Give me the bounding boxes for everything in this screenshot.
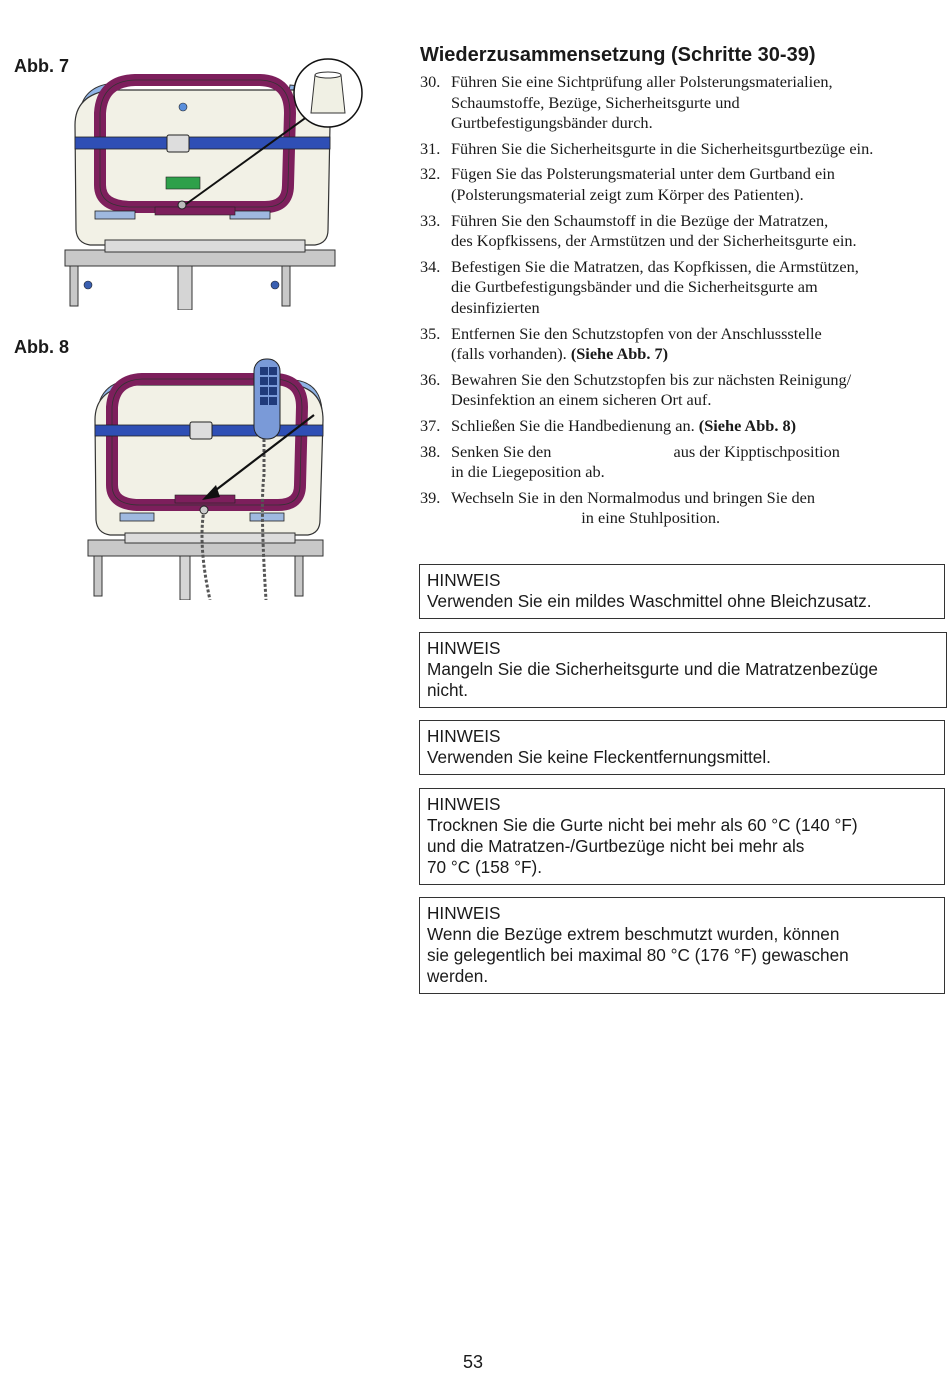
notice-title: HINWEIS [427,794,501,814]
notice-title: HINWEIS [427,638,501,658]
notice-box [419,632,947,708]
step-text: Befestigen Sie die Matratzen, das Kopfkissen, die Armstützen, [451,256,859,276]
step-text: Führen Sie die Sicherheitsgurte in die Sicherheitsgurtbezüge ein. [451,138,874,158]
step-item [420,257,946,319]
notice-title: HINWEIS [427,903,501,923]
step-number: 38. [420,441,441,461]
step-text: in eine Stuhlposition. [451,508,721,528]
notice-box [419,720,945,775]
step-text: (falls vorhanden). [451,344,571,364]
notice-text: Verwenden Sie ein mildes Waschmittel ohne Bleichzusatz. [427,591,872,611]
step-item [420,488,946,529]
notice-text: nicht. [427,680,469,700]
figure-7-label: Abb. 7 [14,56,70,76]
notice-text: Trocknen Sie die Gurte nicht bei mehr als 60 °C (140 °F) [427,815,858,835]
step-text: Fügen Sie das Polsterungsmaterial unter dem Gurtband ein [451,164,835,184]
step-text: Entfernen Sie den Schutzstopfen von der Anschlussstelle [451,323,822,343]
section-heading: Wiederzusammensetzung (Schritte 30-39) [420,44,816,66]
step-number: 34. [420,256,441,276]
notice-text: werden. [427,966,489,986]
notice-title: HINWEIS [427,570,501,590]
step-item [420,416,946,437]
step-item [420,72,946,134]
figure-7-illustration [60,55,370,310]
step-text: in die Liegeposition ab. [451,462,605,482]
step-text: desinfizierten [451,297,540,317]
step-text [451,416,946,437]
notice-text: 70 °C (158 °F). [427,857,543,877]
step-text: Schaumstoffe, Bezüge, Sicherheitsgurte und [451,92,740,112]
step-item [420,324,946,365]
step-item [420,139,946,160]
notice-box [419,788,945,885]
notice-text: Mangeln Sie die Sicherheitsgurte und die Matratzenbezüge [427,659,878,679]
step-text: (Polsterungsmaterial zeigt zum Körper des Patienten). [451,184,804,204]
step-text: Desinfektion an einem sicheren Ort auf. [451,390,712,410]
step-number: 33. [420,210,441,230]
notice-title: HINWEIS [427,726,501,746]
step-text: Wechseln Sie in den Normalmodus und bringen Sie den [451,487,816,507]
step-number: 30. [420,72,441,91]
notice-text: Verwenden Sie keine Fleckentfernungsmittel. [427,747,771,767]
notice-text: sie gelegentlich bei maximal 80 °C (176 °F) gewaschen [427,945,849,965]
step-item [420,370,946,411]
step-number: 39. [420,487,441,507]
step-text: des Kopfkissens, der Armstützen und der Sicherheitsgurte ein. [451,231,857,251]
step-text: Führen Sie den Schaumstoff in die Bezüge der Matratzen, [451,210,829,230]
figure-8-label: Abb. 8 [14,337,70,357]
step-text [451,344,946,365]
step-text: Gurtbefestigungsbänder durch. [451,113,653,133]
figure-reference: (Siehe Abb. 8) [698,415,797,435]
figure-reference: (Siehe Abb. 7) [570,344,669,364]
step-number: 36. [420,369,441,389]
notice-text: und die Matratzen-/Gurtbezüge nicht bei mehr als [427,836,805,856]
step-item [420,211,946,252]
step-number: 31. [420,138,441,158]
figure-8-illustration [80,355,340,600]
step-item [420,442,946,483]
notice-text: Wenn die Bezüge extrem beschmutzt wurden, können [427,924,840,944]
step-text: Schließen Sie die Handbedienung an. [451,415,699,435]
step-number: 35. [420,323,441,343]
step-number: 32. [420,164,441,184]
step-text: Führen Sie eine Sichtprüfung aller Polsterungsmaterialien, [451,72,833,91]
page-number: 53 [463,1352,484,1372]
step-text: Bewahren Sie den Schutzstopfen bis zur nächsten Reinigung/ [451,369,852,389]
step-number: 37. [420,415,441,435]
step-text: die Gurtbefestigungsbänder und die Sicherheitsgurte am [451,277,818,297]
reassembly-steps-list [420,72,946,534]
notice-box [419,564,945,619]
notice-box [419,897,945,994]
protective-plug-detail [294,59,362,127]
step-item [420,164,946,205]
step-text: Senken Sie den aus der Kipptischposition [451,441,840,461]
